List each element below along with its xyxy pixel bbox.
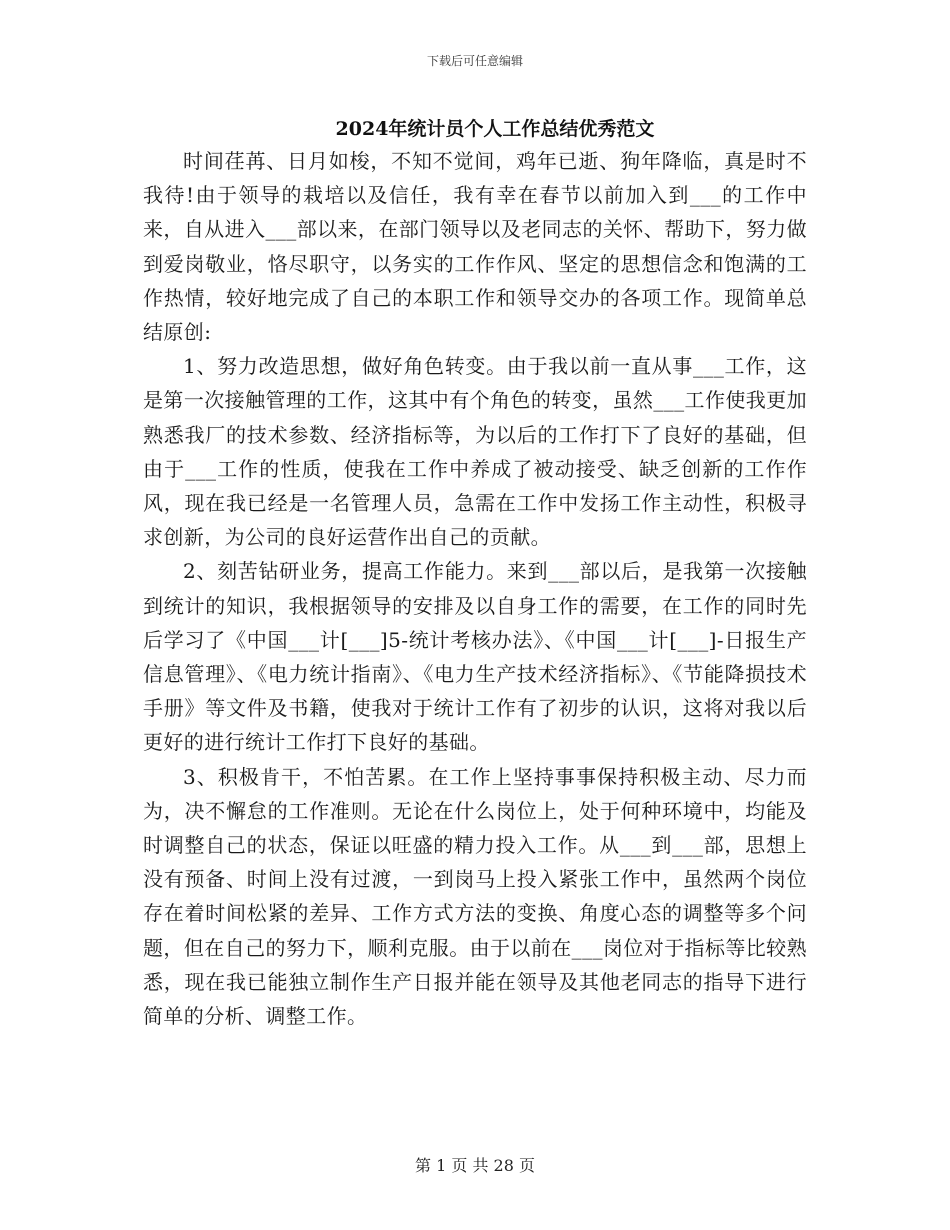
- paragraph-point-2: 2、刻苦钻研业务，提高工作能力。来到___部以后，是我第一次接触到统计的知识，我根据领导的安排及以自身工作的需要，在工作的同时先后学习了《中国___计[___]5-统计考核办法》、《中国___计[___]-日报生产信息管理》、《电力统计指南》、《电力生产技术经济指标》、《节能降损技术手册》等文件及书籍，使我对于统计工作有了初步的认识，这将对我以后更好的进行统计工作打下良好的基础。: [143, 559, 807, 755]
- paragraph-point-1: 1、努力改造思想，做好角色转变。由于我以前一直从事___工作，这是第一次接触管理的工作，这其中有个角色的转变，虽然___工作使我更加熟悉我厂的技术参数、经济指标等，为以后的工作打下了良好的基础，但由于___工作的性质，使我在工作中养成了被动接受、缺乏创新的工作作风，现在我已经是一名管理人员，急需在工作中发扬工作主动性，积极寻求创新，为公司的良好运营作出自己的贡献。: [143, 354, 807, 550]
- paragraph-intro: 时间荏苒、日月如梭，不知不觉间，鸡年已逝、狗年降临，真是时不我待!由于领导的栽培以及信任，我有幸在春节以前加入到___的工作中来，自从进入___部以来，在部门领导以及老同志的关怀、帮助下，努力做到爱岗敬业，恪尽职守，以务实的工作作风、坚定的思想信念和饱满的工作热情，较好地完成了自己的本职工作和领导交办的各项工作。现简单总结原创:: [143, 149, 807, 345]
- document-body: [143, 144, 807, 1033]
- paragraph-point-3: 3、积极肯干，不怕苦累。在工作上坚持事事保持积极主动、尽力而为，决不懈怠的工作准则。无论在什么岗位上，处于何种环境中，均能及时调整自己的状态，保证以旺盛的精力投入工作。从___到___部，思想上没有预备、时间上没有过渡，一到岗马上投入紧张工作中，虽然两个岗位存在着时间松紧的差异、工作方式方法的变换、角度心态的调整等多个问题，但在自己的努力下，顺利克服。由于以前在___岗位对于指标等比较熟悉，现在我已能独立制作生产日报并能在领导及其他老同志的指导下进行简单的分析、调整工作。: [143, 764, 807, 1029]
- document-title: 2024年统计员个人工作总结优秀范文: [335, 118, 655, 140]
- page-header: 下载后可任意编辑: [426, 54, 523, 68]
- page-footer: 第 1 页 共 28 页: [415, 1156, 535, 1175]
